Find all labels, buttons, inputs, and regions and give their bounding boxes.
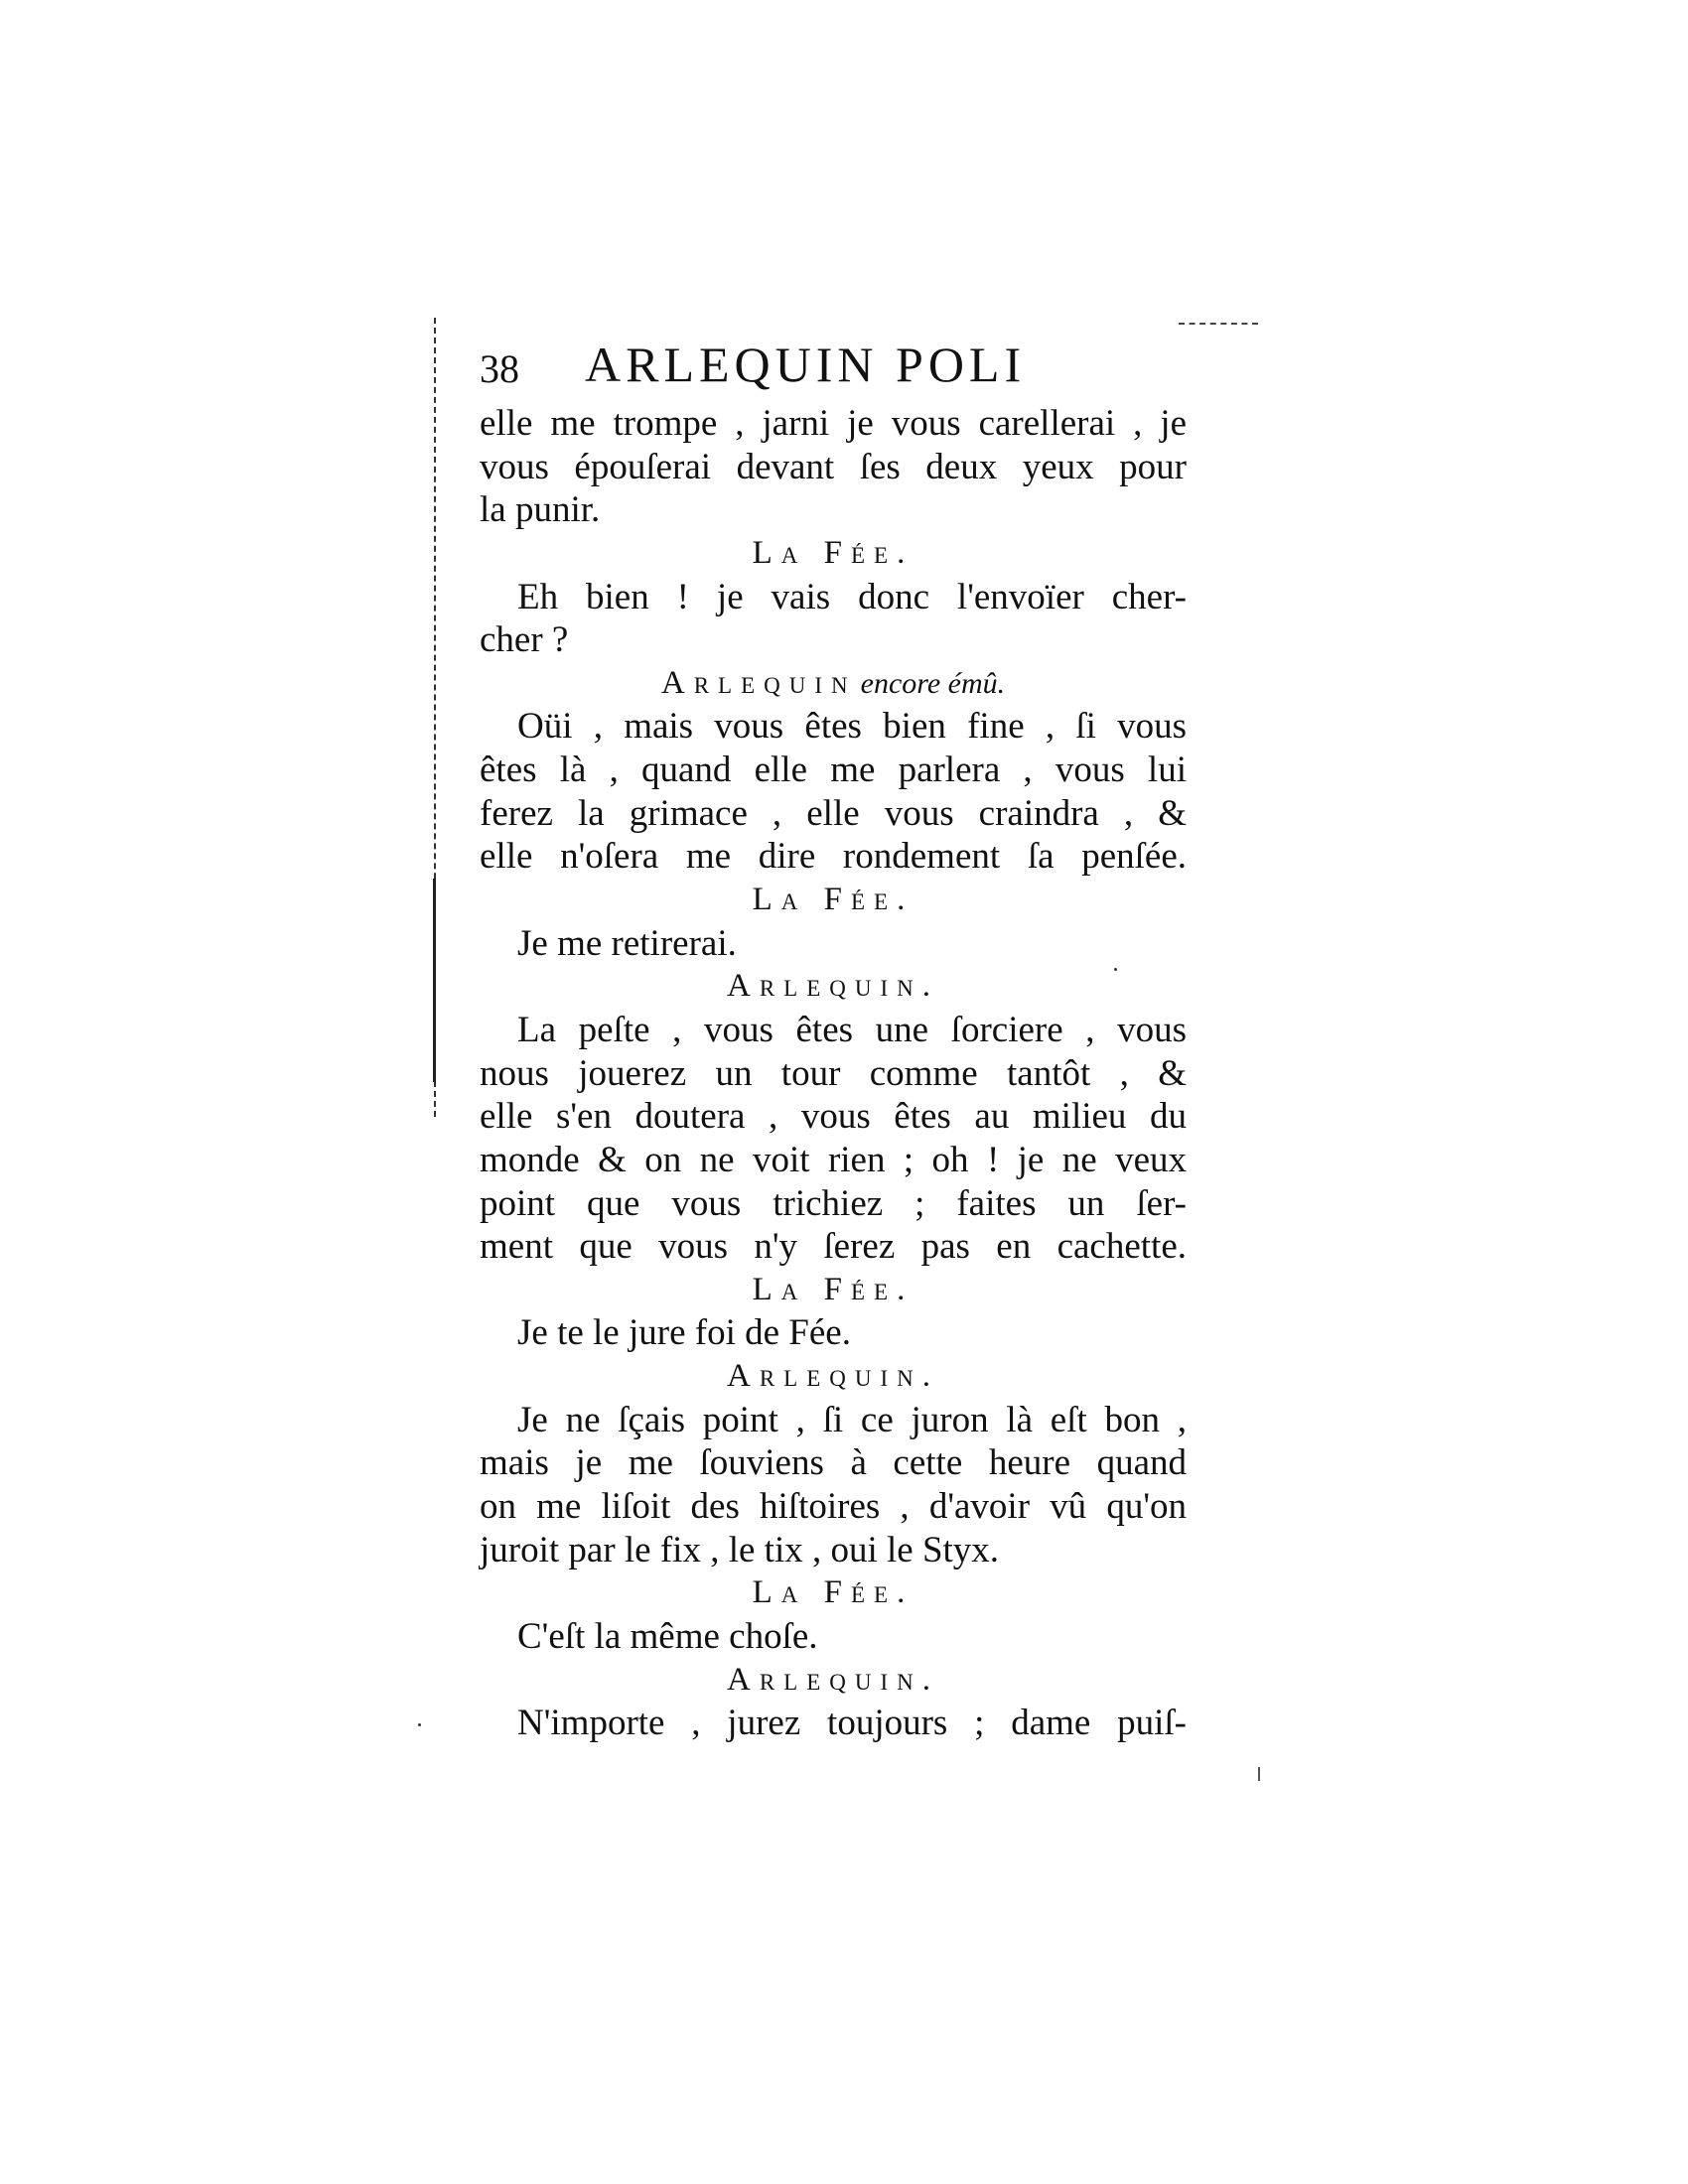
speaker-name: La Fée.: [752, 882, 914, 918]
text-line: la punir.: [480, 489, 601, 531]
text-line: C'eſt la même choſe.: [517, 1615, 818, 1657]
text-line: point que vous trichiez ; faites un ſer-: [480, 1182, 1187, 1224]
text-line: Je te le jure foi de Fée.: [517, 1312, 851, 1354]
text-line: Je ne ſçais point , ſi ce juron là eſt bon ,: [517, 1399, 1187, 1440]
text-line: elle n'oſera me dire rondement ſa penſée.: [480, 836, 1187, 878]
page-number: 38: [480, 346, 519, 391]
stage-direction: encore émû.: [860, 666, 1006, 700]
text-line: mais je me ſouviens à cette heure quand: [480, 1442, 1187, 1484]
running-title: ARLEQUIN POLI: [585, 337, 1027, 392]
speaker-heading: [480, 1269, 1187, 1312]
text-line: monde & on ne voit rien ; oh ! je ne veux: [480, 1139, 1187, 1180]
text-line: Eh bien ! je vais donc l'envoïer cher-: [517, 576, 1187, 617]
text-line: on me liſoit des hiſtoires , d'avoir vû qu'on: [480, 1486, 1187, 1528]
text-line: Je me retirerai.: [517, 922, 737, 964]
text-line: elle me trompe , jarni je vous carellerai , je: [480, 403, 1187, 444]
page-header: [480, 336, 1187, 395]
speaker-heading: [480, 1659, 1187, 1703]
text-line: La peſte , vous êtes une ſorciere , vous: [517, 1009, 1187, 1050]
text-line: ferez la grimace , elle vous craindra , &: [480, 792, 1187, 834]
speaker-name: La Fée.: [752, 534, 914, 571]
text-line: elle s'en doutera , vous êtes au milieu du: [480, 1096, 1187, 1138]
speck-mark: [418, 1723, 421, 1726]
text-line: N'importe , jurez toujours ; dame puiſ-: [517, 1703, 1187, 1744]
page-body: [480, 402, 1187, 1745]
text-line: nous jouerez un tour comme tantôt , &: [480, 1052, 1187, 1094]
speaker-name: Arlequin: [660, 664, 857, 701]
corner-dash-mark: [1179, 323, 1258, 325]
speaker-heading: [480, 1571, 1187, 1615]
speaker-heading: [480, 662, 1187, 706]
speaker-name: La Fée.: [752, 1574, 914, 1611]
speaker-name: La Fée.: [752, 1271, 914, 1307]
speaker-heading: [480, 879, 1187, 922]
speaker-heading: [480, 965, 1187, 1009]
text-line: êtes là , quand elle me parlera , vous lui: [480, 750, 1187, 791]
speaker-name: Arlequin.: [726, 1358, 939, 1395]
speaker-name: Arlequin.: [726, 1661, 939, 1698]
text-line: ment que vous n'y ſerez pas en cachette.: [480, 1226, 1187, 1268]
text-line: vous épouſerai devant ſes deux yeux pour: [480, 446, 1187, 487]
text-line: cher ?: [480, 619, 569, 661]
edge-tick-mark: [1258, 1767, 1260, 1781]
speaker-heading: [480, 1355, 1187, 1399]
text-line: juroit par le fix , le tix , oui le Styx.: [480, 1529, 1000, 1570]
gutter-solid-rule: [433, 879, 436, 1082]
speaker-name: Arlequin.: [726, 968, 939, 1005]
text-line: Oüi , mais vous êtes bien fine , ſi vous: [517, 706, 1187, 748]
speaker-heading: [480, 532, 1187, 576]
